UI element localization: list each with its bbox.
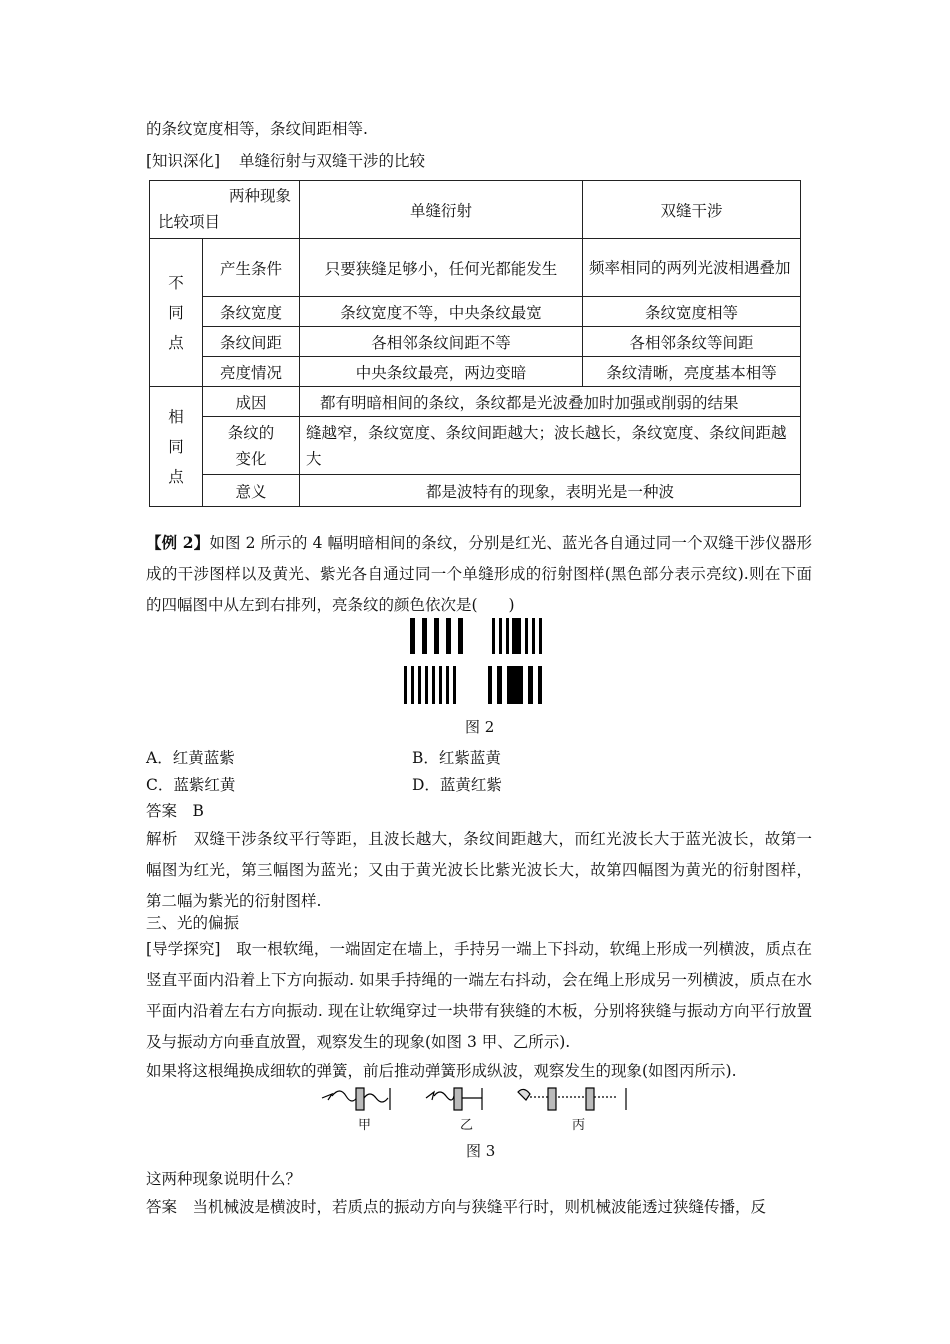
- row-item: 条纹间距: [203, 327, 300, 357]
- row-double-cell: 各相邻条纹等间距: [583, 327, 801, 357]
- intro-text: 的条纹宽度相等，条纹间距相等.: [146, 120, 368, 138]
- row-item-text: 条纹的变化: [227, 423, 275, 468]
- section-heading: [146, 150, 425, 172]
- comparison-table: [149, 180, 801, 507]
- example-label: 【例 2】: [146, 533, 210, 552]
- corner-top-label: 两种现象: [228, 187, 291, 205]
- row-single-cell: 只要狭缝足够小，任何光都能发生: [300, 239, 583, 297]
- guide-paragraph: [导学探究] 取一根软绳，一端固定在墙上，手持另一端上下抖动，软绳上形成一列横波，质点在竖直平面内沿着上下方向振动. 如果手持绳的一端左右抖动，会在绳上形成另一列横波，质点在水平面内沿着左右方向振动. 现在让软绳穿过一块带有狭缝的木板，分别将狭缝与振动方向平行放置及与振动方向垂直放置，观察发生的现象(如图 3 甲、乙所示).: [146, 940, 812, 1051]
- example-text: 如图 2 所示的 4 幅明暗相间的条纹，分别是红光、蓝光各自通过同一个双缝干涉仪器形成的干涉图样以及黄光、紫光各自通过同一个单缝形成的衍射图样(黑色部分表示亮纹).则在下面的四幅图中从左到右排列，亮条纹的颜色依次是( ): [146, 534, 813, 614]
- row-double-cell: 频率相同的两列光波相遇叠加: [583, 239, 801, 297]
- figure-3-yi: [426, 1088, 482, 1110]
- analysis-text: 解析 双缝干涉条纹平行等距，且波长越大，条纹间距越大，而红光波长大于蓝光波长，故第一幅图为红光，第三幅图为蓝光；又由于黄光波长比紫光波长大，故第四幅图为黄光的衍射图样，第二幅为紫光的衍射图样.: [146, 830, 812, 910]
- section-title: 单缝衍射与双缝干涉的比较: [239, 152, 426, 170]
- row-item: 意义: [203, 475, 300, 507]
- column-header-single: 单缝衍射: [300, 181, 583, 239]
- row-single-cell: 各相邻条纹间距不等: [300, 327, 583, 357]
- example-2: [146, 527, 812, 621]
- figure-3-jia: [322, 1088, 390, 1110]
- row-double-cell: 条纹清晰，亮度基本相等: [583, 357, 801, 387]
- choice-c: C．蓝紫红黄: [146, 776, 236, 794]
- row-item: 亮度情况: [203, 357, 300, 387]
- figure-2-fringes: [398, 614, 558, 708]
- fig-label-jia: 甲: [358, 1118, 372, 1133]
- choice-b: B．红紫蓝黄: [412, 749, 501, 767]
- section-tag: [知识深化]: [146, 152, 221, 170]
- answer-section-3: 答案 当机械波是横波时，若质点的振动方向与狭缝平行时，则机械波能透过狭缝传播，反: [146, 1198, 767, 1216]
- row-item: 条纹宽度: [203, 297, 300, 327]
- answer-example-2: 答案 B: [146, 802, 204, 820]
- column-header-double: 双缝干涉: [583, 181, 801, 239]
- group-diff-text: 不同点: [168, 273, 184, 352]
- guide-paragraph-2: 如果将这根绳换成细软的弹簧，前后推动弹簧形成纵波，观察发生的现象(如图丙所示).: [146, 1062, 737, 1080]
- group-diff-label: [150, 239, 203, 387]
- choice-d: D．蓝黄红紫: [412, 776, 502, 794]
- row-single-cell: 中央条纹最亮，两边变暗: [300, 357, 583, 387]
- fringe-pattern-4: [488, 666, 542, 704]
- figure-3-bing: [518, 1088, 626, 1110]
- figure-3-caption: 图 3: [466, 1142, 496, 1160]
- fringe-pattern-1: [410, 618, 463, 654]
- question-text: 这两种现象说明什么？: [146, 1170, 302, 1188]
- row-same-cell: 都有明暗相间的条纹，条纹都是光波叠加时加强或削弱的结果: [300, 387, 801, 417]
- fig-label-bing: 丙: [572, 1118, 586, 1133]
- row-item: 产生条件: [203, 239, 300, 297]
- choice-a: A．红黄蓝紫: [146, 749, 235, 767]
- row-same-cell: 都是波特有的现象，表明光是一种波: [300, 475, 801, 507]
- row-item: [203, 417, 300, 475]
- group-same-label: [150, 387, 203, 507]
- fig-label-yi: 乙: [460, 1118, 474, 1133]
- group-same-text: 相同点: [168, 407, 184, 486]
- corner-bottom-label: 比较项目: [158, 213, 221, 231]
- row-item: 成因: [203, 387, 300, 417]
- fringe-pattern-3: [404, 666, 456, 704]
- section-3-title: 三、光的偏振: [146, 914, 240, 932]
- row-same-cell: 缝越窄，条纹宽度、条纹间距越大；波长越长，条纹宽度、条纹间距越大: [300, 417, 801, 475]
- row-double-cell: 条纹宽度相等: [583, 297, 801, 327]
- fringe-pattern-2: [492, 618, 542, 654]
- row-single-cell: 条纹宽度不等，中央条纹最宽: [300, 297, 583, 327]
- figure-2-caption: 图 2: [465, 718, 495, 736]
- table-corner-cell: [150, 181, 300, 239]
